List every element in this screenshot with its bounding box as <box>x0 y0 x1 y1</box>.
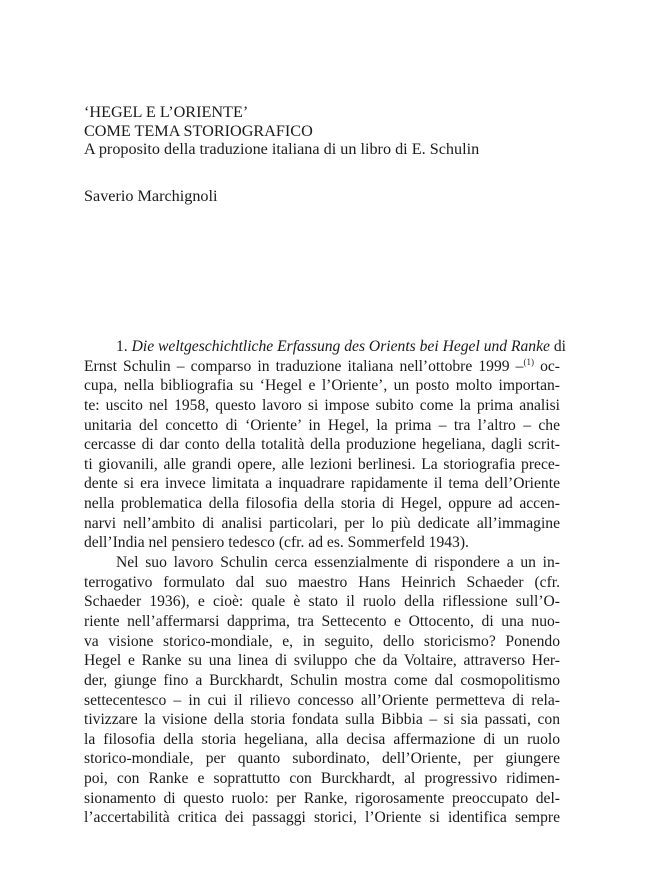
author-name: Saverio Marchignoli <box>84 187 218 205</box>
paragraph-1 <box>84 337 566 553</box>
text-fragment: di <box>553 338 566 355</box>
text-fragment: Ernst Schulin – comparso in traduzione italiana nell’ottobre 1999 – <box>84 357 524 375</box>
text-line: tivizzare la visione della storia fondata sulla Bibbia – si sia passati, con <box>84 711 560 729</box>
text-line: der, giunge fino a Burckhardt, Schulin mostra come dal cosmopolitismo <box>84 671 560 689</box>
text-line: riente nell’affermarsi dapprima, tra Settecento e Ottocento, di una nuo- <box>84 612 560 630</box>
text-line: poi, con Ranke e soprattutto con Burckhardt, al progressivo ridimen- <box>84 770 560 788</box>
section-number: 1. <box>116 338 128 355</box>
text-line: te: uscito nel 1958, questo lavoro si impose subito come la prima analisi <box>84 396 560 414</box>
text-line: ti giovanili, alle grandi opere, alle lezioni berlinesi. La storiografia prece- <box>84 455 560 473</box>
paragraph-2 <box>84 553 560 828</box>
article-title-line-1: ‘HEGEL E L’ORIENTE’ <box>84 103 249 121</box>
article-header <box>84 103 584 159</box>
text-line: cercasse di dar conto della totalità della produzione hegeliana, dagli scrit- <box>84 436 560 454</box>
book-title: Die weltgeschichtliche Erfassung des Orients bei Hegel und Ranke <box>131 338 550 355</box>
text-line: sionamento di questo ruolo: per Ranke, rigorosamente preoccupato del- <box>84 789 560 807</box>
text-fragment: oc- <box>540 357 560 375</box>
text-line: cupa, nella bibliografia su ‘Hegel e l’Oriente’, un posto molto importan- <box>84 377 560 395</box>
text-line: va visione storico-mondiale, e, in seguito, dello storicismo? Ponendo <box>84 632 560 650</box>
text-line: Nel suo lavoro Schulin cerca essenzialmente di rispondere a un in- <box>116 554 560 572</box>
text-line: terrogativo formulato dal suo maestro Hans Heinrich Schaeder (cfr. <box>84 573 560 591</box>
article-title-line-2: COME TEMA STORIOGRAFICO <box>84 121 313 140</box>
text-line: Schaeder 1936), e cioè: quale è stato il ruolo della riflessione sull’O- <box>84 593 560 611</box>
text-line: unitaria del concetto di ‘Oriente’ in Hegel, la prima – tra l’altro – che <box>84 416 560 434</box>
article-subtitle: A proposito della traduzione italiana di un libro di E. Schulin <box>84 140 480 158</box>
text-line: dell’India nel pensiero tedesco (cfr. ad es. Sommerfeld 1943). <box>84 534 469 552</box>
text-line: Hegel e Ranke su una linea di sviluppo che da Voltaire, attraverso Her- <box>84 652 560 670</box>
text-line: narvi nell’ambito di analisi particolari, per lo più dedicate all’immagine <box>84 514 560 532</box>
text-line: storico-mondiale, per quanto subordinato, dell’Oriente, per giungere <box>84 750 560 768</box>
article-body <box>84 337 566 828</box>
text-line: nella problematica della filosofia della storia di Hegel, oppure ad accen- <box>84 495 560 513</box>
text-line: settecentesco – in cui il rilievo concesso all’Oriente permetteva di rela- <box>84 691 560 709</box>
text-line <box>84 357 560 377</box>
text-line <box>84 337 566 357</box>
text-line: l’accertabilità critica dei passaggi storici, l’Oriente si identifica sempre <box>84 809 560 827</box>
footnote-ref[interactable]: (1) <box>523 356 534 367</box>
text-line: la filosofia della storia hegeliana, alla decisa affermazione di un ruolo <box>84 730 560 748</box>
text-line: dente si era invece limitata a inquadrare rapidamente il tema dell’Oriente <box>84 475 560 493</box>
